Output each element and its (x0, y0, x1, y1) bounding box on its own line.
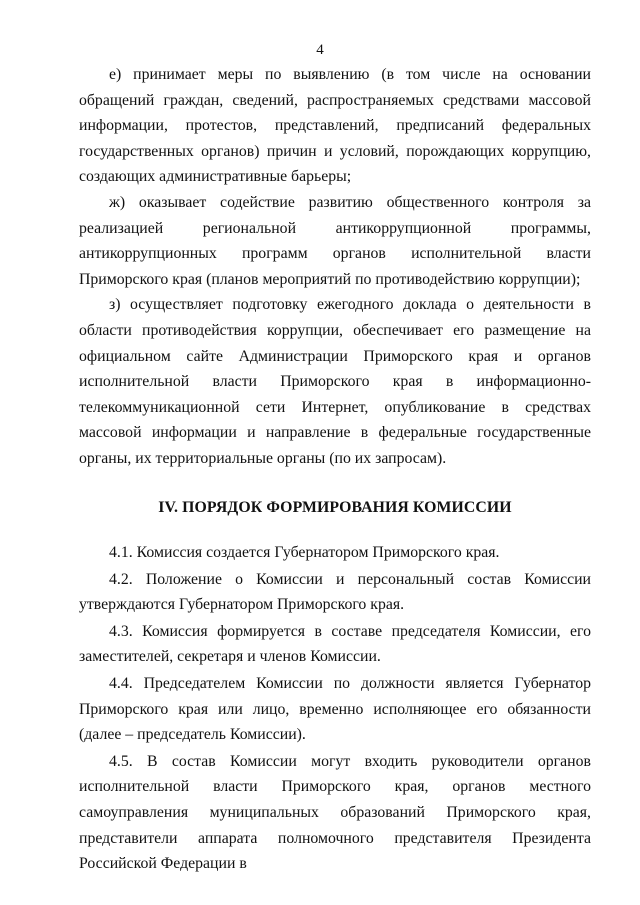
paragraph-e: е) принимает меры по выявлению (в том числе на основании обращений граждан, сведений, распространяемых средствами массовой информации, протестов, представлений, предписаний федеральных государственных органов) причин и условий, порождающих коррупцию, создающих административные барьеры; (79, 66, 591, 186)
paragraph-zh: ж) оказывает содействие развитию общественного контроля за реализацией региональной антикоррупционной программы, антикоррупционных программ органов исполнительной власти Приморского края (планов мероприятий по противодействию коррупции); (79, 193, 591, 288)
clause-4-4: 4.4. Председателем Комиссии по должности является Губернатор Приморского края или лицо, временно исполняющее его обязанности (далее – председатель Комиссии). (79, 674, 591, 744)
clause-4-2: 4.2. Положение о Комиссии и персональный состав Комиссии утверждаются Губернатором Приморского края. (79, 570, 591, 614)
powers-list (79, 62, 591, 472)
formation-clauses (79, 540, 591, 878)
section-heading: IV. ПОРЯДОК ФОРМИРОВАНИЯ КОМИССИИ (158, 499, 512, 516)
paragraph-z: з) осуществляет подготовку ежегодного доклада о деятельности в области противодействия коррупции, обеспечивает его размещение на официальном сайте Администрации Приморского края и органов исполнительной власти Приморского края в информационно-телекоммуникационной сети Интернет, опубликование в средствах массовой информации и направление в федеральные государственные органы, их территориальные органы (по их запросам). (79, 296, 591, 467)
clause-4-5: 4.5. В состав Комиссии могут входить руководители органов исполнительной власти Приморского края, органов местного самоуправления муниципальных образований Приморского края, представители аппарата полномочного представителя Президента Российской Федерации в (79, 752, 591, 873)
clause-4-3: 4.3. Комиссия формируется в составе председателя Комиссии, его заместителей, секретаря и членов Комиссии. (79, 622, 591, 666)
page-number: 4 (316, 42, 324, 58)
clause-4-1: 4.1. Комиссия создается Губернатором Приморского края. (109, 544, 500, 561)
